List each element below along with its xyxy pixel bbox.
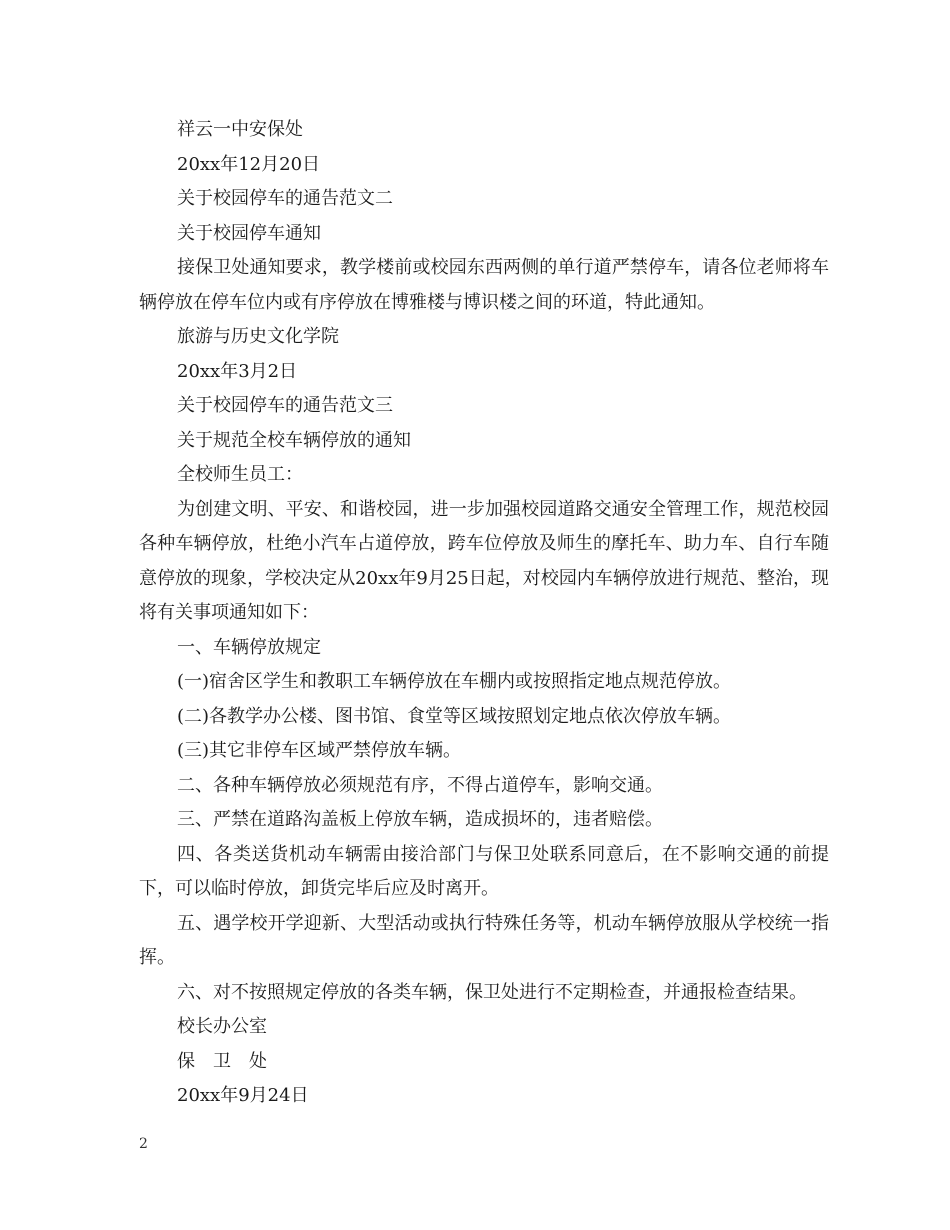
document-body [139, 113, 829, 1114]
body-paragraph: 为创建文明、平安、和谐校园，进一步加强校园道路交通安全管理工作，规范校园各种车辆停放，杜绝小汽车占道停放，跨车位停放及师生的摩托车、助力车、自行车随意停放的现象，学校决定从20xx年9月25日起，对校园内车辆停放进行规范、整治，现将有关事项通知如下： [139, 498, 829, 623]
rule-item: 六、对不按照规定停放的各类车辆，保卫处进行不定期检查，并通报检查结果。 [177, 981, 807, 1003]
signature-org: 校长办公室 [177, 1016, 267, 1037]
rule-item: (一)宿舍区学生和教职工车辆停放在车棚内或按照指定地点规范停放。 [177, 671, 732, 692]
section-heading: 关于校园停车的通告范文二 [177, 188, 393, 209]
rule-item: 五、遇学校开学迎新、大型活动或执行特殊任务等，机动车辆停放服从学校统一指挥。 [139, 912, 829, 968]
notice-title: 关于校园停车通知 [177, 222, 321, 244]
notice-title: 关于规范全校车辆停放的通知 [177, 429, 411, 451]
rule-item: (二)各教学办公楼、图书馆、食堂等区域按照划定地点依次停放车辆。 [177, 705, 732, 727]
body-paragraph: 接保卫处通知要求，教学楼前或校园东西两侧的单行道严禁停车，请各位老师将车辆停放在停车位内或有序停放在博雅楼与博识楼之间的环道，特此通知。 [139, 257, 829, 313]
salutation: 全校师生员工： [177, 464, 303, 485]
signature-date: 20xx年9月24日 [177, 1085, 309, 1106]
rule-item: (三)其它非停车区域严禁停放车辆。 [177, 740, 462, 761]
rule-item: 二、各种车辆停放必须规范有序，不得占道停车，影响交通。 [177, 774, 663, 796]
signature-date: 20xx年3月2日 [177, 360, 298, 382]
signature-org: 保 卫 处 [177, 1050, 267, 1072]
signature-date: 20xx年12月20日 [177, 153, 321, 175]
signature-org: 祥云一中安保处 [177, 119, 303, 140]
signature-org: 旅游与历史文化学院 [177, 326, 339, 347]
rule-heading: 一、车辆停放规定 [177, 636, 321, 658]
section-heading: 关于校园停车的通告范文三 [177, 395, 393, 416]
rule-item: 四、各类送货机动车辆需由接洽部门与保卫处联系同意后，在不影响交通的前提下，可以临时停放，卸货完毕后应及时离开。 [139, 843, 829, 899]
page-number: 2 [139, 1136, 148, 1152]
rule-item: 三、严禁在道路沟盖板上停放车辆，造成损坏的，违者赔偿。 [177, 809, 663, 830]
